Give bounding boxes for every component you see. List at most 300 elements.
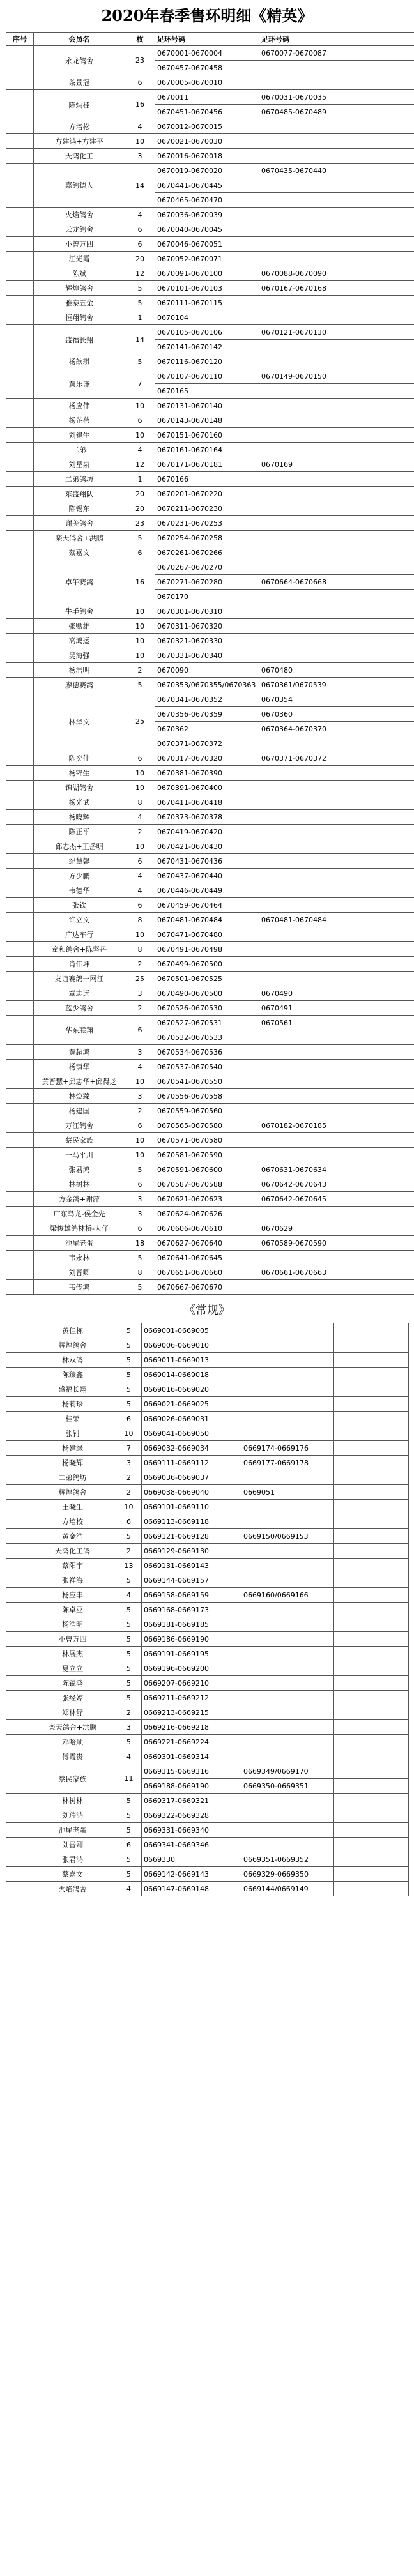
ring-count: 10: [125, 399, 155, 413]
ring-range-extra: [259, 972, 356, 986]
table-row: [6, 472, 414, 487]
ring-count: 5: [116, 1852, 142, 1867]
ring-count: 2: [125, 957, 155, 972]
table-row: [6, 1338, 409, 1353]
blank-cell: [356, 678, 414, 692]
row-seq: [6, 1808, 29, 1823]
ring-range: 0670431-0670436: [155, 854, 259, 869]
ring-range-extra: [259, 957, 356, 972]
ring-range-extra: 0669144/0669149: [241, 1882, 334, 1896]
ring-range-extra: [241, 1514, 334, 1529]
blank-cell: [356, 825, 414, 839]
ring-range-extra: [241, 1368, 334, 1382]
row-seq: [6, 1764, 29, 1794]
table-row: [6, 1104, 414, 1118]
blank-cell: [334, 1720, 409, 1735]
table-row: [6, 266, 414, 281]
member-name: 桂荣: [29, 1412, 116, 1426]
blank-cell: [356, 296, 414, 310]
row-seq: [6, 766, 34, 781]
row-seq: [6, 1794, 29, 1808]
table-row: [6, 1603, 409, 1617]
ring-count: 5: [125, 1162, 155, 1177]
row-seq: [6, 1529, 29, 1544]
row-seq: [6, 1603, 29, 1617]
ring-range: 0670011: [155, 90, 259, 105]
ring-count: 5: [116, 1691, 142, 1705]
row-seq: [6, 516, 34, 531]
ring-count: 2: [125, 1001, 155, 1016]
table-row: [6, 237, 414, 252]
table-row: [6, 1089, 414, 1104]
ring-range-extra: [241, 1500, 334, 1514]
ring-range: 0670005-0670010: [155, 75, 259, 90]
row-seq: [6, 325, 34, 354]
member-name: 蔡民家族: [34, 1133, 125, 1148]
blank-cell: [356, 354, 414, 369]
ring-range-extra: [259, 310, 356, 325]
ring-range-extra: [259, 193, 356, 208]
ring-count: 6: [125, 1118, 155, 1133]
ring-range-extra: [259, 208, 356, 222]
member-name: 小曾万四: [29, 1632, 116, 1647]
ring-range: 0670457-0670458: [155, 61, 259, 75]
ring-range-extra: [259, 1133, 356, 1148]
blank-cell: [334, 1323, 409, 1338]
ring-count: 5: [116, 1647, 142, 1661]
table-row: [6, 310, 414, 325]
member-name: 辉煌鸽舍: [29, 1485, 116, 1500]
blank-cell: [334, 1647, 409, 1661]
ring-range-extra: 0670491: [259, 1001, 356, 1016]
table-row: [6, 986, 414, 1001]
row-seq: [6, 1104, 34, 1118]
row-seq: [6, 1074, 34, 1089]
table-row: [6, 957, 414, 972]
member-name: 卓午赛鸽: [34, 560, 125, 604]
blank-cell: [356, 1133, 414, 1148]
ring-range-extra: [259, 149, 356, 164]
table-row: [6, 1192, 414, 1207]
ring-range-extra: [241, 1720, 334, 1735]
ring-range: 0669113-0669118: [142, 1514, 241, 1529]
ring-range-extra: [259, 384, 356, 399]
ring-range-extra: 0670360: [259, 707, 356, 722]
ring-range: 0669032-0669034: [142, 1441, 241, 1456]
main-body: [6, 46, 414, 1295]
ring-range-extra: [241, 1794, 334, 1808]
member-name: 小曾万四: [34, 237, 125, 252]
member-name: 韦传鸿: [34, 1280, 125, 1295]
member-name: 张君鸿: [34, 1162, 125, 1177]
row-seq: [6, 501, 34, 516]
ring-range: 0670534-0670536: [155, 1045, 259, 1060]
ring-range-extra: [259, 1251, 356, 1265]
ring-range: 0669016-0669020: [142, 1382, 241, 1397]
ring-range-extra: 0670077-0670087: [259, 46, 356, 61]
table-row: [6, 1676, 409, 1691]
ring-range: 0670362: [155, 722, 259, 736]
ring-range-extra: 0670354: [259, 692, 356, 707]
row-seq: [6, 399, 34, 413]
member-name: 林树林: [29, 1794, 116, 1808]
row-seq: [6, 545, 34, 560]
member-name: 林双鸽: [29, 1353, 116, 1368]
blank-cell: [334, 1779, 409, 1794]
ring-count: 3: [116, 1456, 142, 1470]
header-count: 枚: [125, 33, 155, 46]
member-name: 黄超鸿: [34, 1045, 125, 1060]
ring-count: 10: [125, 839, 155, 854]
member-name: 蔡阳宇: [29, 1559, 116, 1573]
ring-range-extra: 0670149-0670150: [259, 369, 356, 384]
ring-count: 10: [125, 648, 155, 663]
blank-cell: [356, 913, 414, 927]
member-name: 张钊: [29, 1426, 116, 1441]
table-row: [6, 619, 414, 634]
blank-cell: [356, 134, 414, 149]
member-name: 嘉鸽德人: [34, 164, 125, 208]
ring-count: 5: [116, 1338, 142, 1353]
ring-range: 0670391-0670400: [155, 781, 259, 795]
table-row: [6, 1177, 414, 1192]
header-range2: 足环号码: [259, 33, 356, 46]
member-name: 池尾老蛋: [29, 1823, 116, 1838]
ring-range-extra: 0670121-0670130: [259, 325, 356, 340]
ring-count: 5: [116, 1368, 142, 1382]
table-row: [6, 1794, 409, 1808]
ring-range-extra: 0670169: [259, 457, 356, 472]
row-seq: [6, 898, 34, 913]
ring-range: 0670161-0670164: [155, 443, 259, 457]
member-name: 陈炳桂: [34, 90, 125, 119]
blank-cell: [356, 252, 414, 266]
member-name: 蔡民家族: [29, 1764, 116, 1794]
row-seq: [6, 913, 34, 927]
blank-cell: [334, 1823, 409, 1838]
member-name: 杨晓辉: [29, 1456, 116, 1470]
ring-range-extra: 0670167-0670168: [259, 281, 356, 296]
ring-count: 5: [116, 1676, 142, 1691]
row-seq: [6, 222, 34, 237]
ring-count: 3: [125, 986, 155, 1001]
member-name: 杨镇华: [34, 1060, 125, 1074]
table-row: [6, 898, 414, 913]
ring-count: 10: [125, 634, 155, 648]
member-name: 二弟: [34, 443, 125, 457]
ring-range: 0669196-0669200: [142, 1661, 241, 1676]
table-row: [6, 1529, 409, 1544]
row-seq: [6, 134, 34, 149]
ring-count: 4: [125, 1060, 155, 1074]
ring-range: 0670271-0670280: [155, 575, 259, 590]
ring-range: 0670441-0670445: [155, 178, 259, 193]
blank-cell: [356, 839, 414, 854]
ring-range-extra: 0670031-0670035: [259, 90, 356, 105]
table-row: [6, 296, 414, 310]
ring-range: 0670171-0670181: [155, 457, 259, 472]
blank-cell: [356, 1074, 414, 1089]
row-seq: [6, 1353, 29, 1368]
blank-cell: [356, 869, 414, 883]
table-row: [6, 781, 414, 795]
ring-count: 5: [116, 1573, 142, 1588]
ring-range: 0670353/0670355/0670363: [155, 678, 259, 692]
ring-count: 4: [125, 869, 155, 883]
row-seq: [6, 1705, 29, 1720]
ring-range-extra: [259, 61, 356, 75]
ring-range: 0670451-0670456: [155, 105, 259, 119]
table-row: [6, 1735, 409, 1749]
ring-range: 0669041-0669050: [142, 1426, 241, 1441]
table-row: [6, 1148, 414, 1162]
table-row: [6, 692, 414, 707]
ring-range: 0670373-0670378: [155, 810, 259, 825]
blank-cell: [356, 1265, 414, 1280]
table-row: [6, 1118, 414, 1133]
row-seq: [6, 692, 34, 751]
member-name: 刘瑞鸿: [29, 1808, 116, 1823]
table-row: [6, 1265, 414, 1280]
ring-range: 0670107-0670110: [155, 369, 259, 384]
blank-cell: [334, 1603, 409, 1617]
table-row: [6, 1412, 409, 1426]
ring-count: 1: [125, 472, 155, 487]
blank-cell: [356, 927, 414, 942]
ring-range: 0669330: [142, 1852, 241, 1867]
row-seq: [6, 149, 34, 164]
table-row: [6, 443, 414, 457]
ring-range: 0670381-0670390: [155, 766, 259, 781]
member-name: 牛手鸽舍: [34, 604, 125, 619]
table-row: [6, 795, 414, 810]
blank-cell: [356, 208, 414, 222]
ring-count: 5: [125, 1280, 155, 1295]
ring-count: 2: [116, 1470, 142, 1485]
member-name: 高鸿运: [34, 634, 125, 648]
ring-range: 0670527-0670531: [155, 1016, 259, 1030]
table-row: [6, 149, 414, 164]
member-name: 陈锡东: [34, 501, 125, 516]
row-seq: [6, 839, 34, 854]
table-row: [6, 413, 414, 428]
member-name: 王晓生: [29, 1500, 116, 1514]
table-row: [6, 222, 414, 237]
table-row: [6, 487, 414, 501]
ring-range-extra: 0670642-0670643: [259, 1177, 356, 1192]
row-seq: [6, 942, 34, 957]
blank-cell: [334, 1426, 409, 1441]
blank-cell: [356, 1001, 414, 1016]
ring-range: 0670465-0670470: [155, 193, 259, 208]
row-seq: [6, 1500, 29, 1514]
member-name: 方少鹏: [34, 869, 125, 883]
table-row: [6, 281, 414, 296]
table-row: [6, 648, 414, 663]
row-seq: [6, 1544, 29, 1559]
ring-range: 0670581-0670590: [155, 1148, 259, 1162]
ring-count: 2: [125, 825, 155, 839]
ring-range-extra: [259, 634, 356, 648]
ring-range-extra: [259, 1148, 356, 1162]
ring-range: 0669301-0669314: [142, 1749, 241, 1764]
table-row: [6, 942, 414, 957]
row-seq: [6, 90, 34, 119]
section-title: 《常规》: [184, 1304, 230, 1317]
table-row: [6, 1559, 409, 1573]
ring-range-extra: 0669349/0669170: [241, 1764, 334, 1779]
ring-range-extra: 0669329-0669350: [241, 1867, 334, 1882]
ring-count: 4: [125, 208, 155, 222]
blank-cell: [356, 648, 414, 663]
ring-range: 0670419-0670420: [155, 825, 259, 839]
member-name: 许立文: [34, 913, 125, 927]
blank-cell: [356, 972, 414, 986]
table-row: [6, 1441, 409, 1456]
table-row: [6, 1251, 414, 1265]
table-row: [6, 1353, 409, 1368]
table-row: [6, 1882, 409, 1896]
ring-count: 5: [116, 1794, 142, 1808]
ring-range: 0670356-0670359: [155, 707, 259, 722]
table-row: [6, 1867, 409, 1882]
member-name: 刘晋卿: [29, 1838, 116, 1852]
blank-cell: [334, 1441, 409, 1456]
ring-range-extra: [259, 604, 356, 619]
ring-count: 8: [125, 942, 155, 957]
blank-cell: [334, 1500, 409, 1514]
member-name: 二弟鸽坊: [29, 1470, 116, 1485]
ring-count: 10: [116, 1426, 142, 1441]
member-name: 杨芷蓓: [34, 413, 125, 428]
ring-range-extra: [259, 810, 356, 825]
table-row: [6, 854, 414, 869]
blank-cell: [356, 222, 414, 237]
ring-range-extra: [241, 1323, 334, 1338]
ring-count: 18: [125, 1236, 155, 1251]
member-name: 张祥海: [29, 1573, 116, 1588]
ring-count: 3: [125, 1207, 155, 1221]
ring-range-extra: [259, 942, 356, 957]
ring-count: 3: [125, 1045, 155, 1060]
ring-range: 0670481-0670484: [155, 913, 259, 927]
blank-cell: [356, 1192, 414, 1207]
blank-cell: [334, 1382, 409, 1397]
blank-cell: [356, 443, 414, 457]
ring-range: 0669317-0669321: [142, 1794, 241, 1808]
member-name: 天鸿化工鸽: [29, 1544, 116, 1559]
member-name: 邓哈顺: [29, 1735, 116, 1749]
table-row: [6, 1485, 409, 1500]
ring-range: 0669213-0669215: [142, 1705, 241, 1720]
table-row: [6, 1207, 414, 1221]
table-row: [6, 751, 414, 766]
row-seq: [6, 119, 34, 134]
member-name: 廖德赛鸽: [34, 678, 125, 692]
ring-range: 0670587-0670588: [155, 1177, 259, 1192]
row-seq: [6, 1559, 29, 1573]
member-name: 盛福长翔: [29, 1382, 116, 1397]
ring-range: 0670267-0670270: [155, 560, 259, 575]
ring-range: 0670101-0670103: [155, 281, 259, 296]
row-seq: [6, 1045, 34, 1060]
ring-range: 0669181-0669185: [142, 1617, 241, 1632]
row-seq: [6, 46, 34, 75]
member-name: 杨浩明: [29, 1617, 116, 1632]
blank-cell: [356, 501, 414, 516]
ring-range-extra: [241, 1632, 334, 1647]
blank-cell: [356, 1104, 414, 1118]
ring-range: 0669006-0669010: [142, 1338, 241, 1353]
ring-range: 0669168-0669173: [142, 1603, 241, 1617]
header-blank: [356, 33, 414, 46]
row-seq: [6, 604, 34, 619]
blank-cell: [356, 340, 414, 354]
row-seq: [6, 678, 34, 692]
ring-count: 5: [116, 1603, 142, 1617]
member-name: 黄金浩: [29, 1529, 116, 1544]
ring-range: 0669131-0669143: [142, 1559, 241, 1573]
ring-count: 12: [125, 266, 155, 281]
table-row: [6, 1808, 409, 1823]
member-name: 方金鸽+谢萍: [34, 1192, 125, 1207]
blank-cell: [334, 1456, 409, 1470]
blank-cell: [334, 1661, 409, 1676]
ring-count: 25: [125, 692, 155, 751]
blank-cell: [356, 105, 414, 119]
blank-cell: [356, 942, 414, 957]
table-row: [6, 1749, 409, 1764]
row-seq: [6, 663, 34, 678]
member-name: 广达车行: [34, 927, 125, 942]
ring-range: 0669186-0669190: [142, 1632, 241, 1647]
table-row: [6, 1221, 414, 1236]
table-row: [6, 1456, 409, 1470]
table-row: [6, 75, 414, 90]
blank-cell: [356, 1207, 414, 1221]
ring-count: 10: [125, 927, 155, 942]
ring-range: 0670105-0670106: [155, 325, 259, 340]
ring-range: 0670201-0670220: [155, 487, 259, 501]
row-seq: [6, 1838, 29, 1852]
row-seq: [6, 1617, 29, 1632]
ring-range-extra: [241, 1412, 334, 1426]
ring-range-extra: 0670589-0670590: [259, 1236, 356, 1251]
blank-cell: [334, 1338, 409, 1353]
ring-range-extra: [259, 340, 356, 354]
row-seq: [6, 634, 34, 648]
ring-count: 14: [125, 164, 155, 208]
table-row: [6, 1045, 414, 1060]
ring-range: 0670571-0670580: [155, 1133, 259, 1148]
ring-range-extra: [259, 501, 356, 516]
ring-range-extra: [241, 1691, 334, 1705]
member-name: 张经婷: [29, 1691, 116, 1705]
row-seq: [6, 237, 34, 252]
member-name: 云龙鸽舍: [34, 222, 125, 237]
member-name: 友谊赛鸽一网江: [34, 972, 125, 986]
blank-cell: [356, 384, 414, 399]
member-name: 张君鸿: [29, 1852, 116, 1867]
member-name: 蔡嘉文: [29, 1867, 116, 1882]
ring-range: 0670537-0670540: [155, 1060, 259, 1074]
header-seq: 序号: [6, 33, 34, 46]
ring-range-extra: 0670661-0670663: [259, 1265, 356, 1280]
ring-range-extra: [259, 898, 356, 913]
ring-range-extra: [241, 1676, 334, 1691]
ring-count: 5: [125, 531, 155, 545]
row-seq: [6, 281, 34, 296]
